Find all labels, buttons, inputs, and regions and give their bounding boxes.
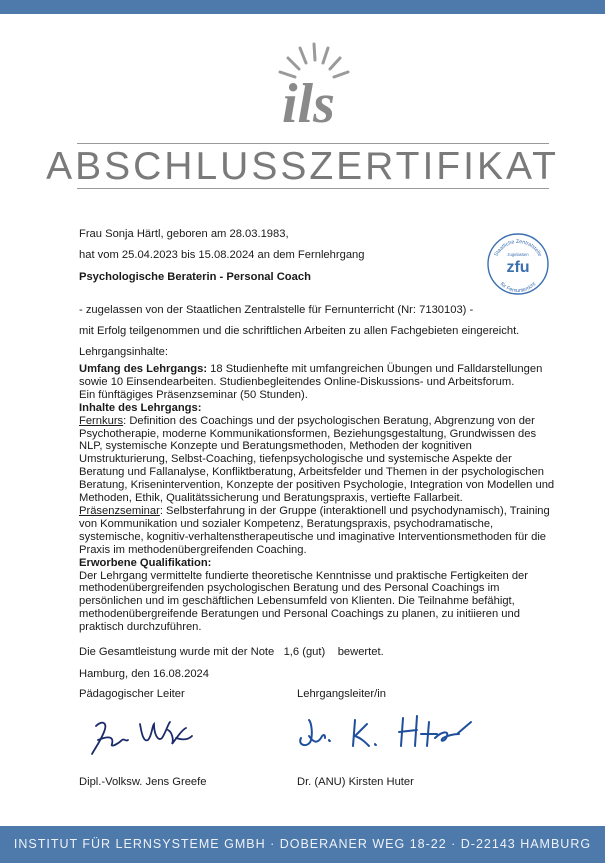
scope-paragraph: [79, 363, 559, 402]
left-signature: [88, 710, 198, 760]
svg-text:für Fernunterricht: [499, 281, 538, 294]
right-signature: [295, 712, 485, 754]
seal-bottom-text: für Fernunterricht: [498, 281, 538, 295]
right-signatory-role: Lehrgangsleiter/in: [297, 688, 386, 700]
seal-logo-text: zfu: [506, 259, 530, 276]
grade-value: 1,6 (gut): [283, 646, 326, 658]
place-date: Hamburg, den 16.08.2024: [79, 668, 209, 680]
ils-logo: [270, 40, 390, 130]
success-line: mit Erfolg teilgenommen und die schriftlichen Arbeiten zu allen Fachgebieten eingereicht.: [79, 325, 520, 337]
fernkurs-paragraph: [79, 415, 559, 505]
right-signatory-name: Dr. (ANU) Kirsten Huter: [297, 776, 414, 788]
left-signatory-name: Dipl.-Volksw. Jens Greefe: [79, 776, 207, 788]
title-bottom-rule: [77, 188, 549, 189]
contents-heading: Inhalte des Lehrgangs:: [79, 401, 202, 414]
qualification-text: Der Lehrgang vermittelte fundierte theoretische Kenntnisse und praktische Fertigkeiten der methodenübergreifenden psychologischen Beratung und des Personal Coachings im persönlichen und im geschäftlichen Lebensumfeld von Klienten. Die Teilnahme befähigt, methodenübergreifende Beratungen und Personal Coachings zu planen, zu initiieren und praktisch durchzuführen.: [79, 569, 528, 634]
left-signatory-role: Pädagogischer Leiter: [79, 688, 185, 700]
seminar-label: Präsenzseminar: [79, 504, 160, 517]
seminar-paragraph: [79, 505, 559, 557]
course-period-line: hat vom 25.04.2023 bis 15.08.2024 an dem Fernlehrgang: [79, 249, 365, 261]
scope-text-2: sowie 10 Einsendearbeiten. Studienbegleitendes Online-Diskussions- und Arbeitsforum.: [79, 375, 515, 388]
ils-logo-text: ils: [282, 73, 335, 130]
fernkurs-text: : Definition des Coachings und der psychologischen Beratung, Abgrenzung von der Psychotherapie, moderne Kommunikationsformen, Beziehungsgestaltung, Grundwissen des NLP, systemische Konzepte und Beratungsmethoden, Methoden der kognitiven Umstrukturierung, Selbst-Coaching, tiefenpsychologische und systemische Aspekte der Beratung und Fallanalyse, Konfliktberatung, Arbeitsfelder und Themen in der psychologischen Beratung, Krisenintervention, Konzepte der positiven Psychologie, Integration von Modellen und Methoden, Ethik, Qualitätssicherung und Beratungspraxis, vertiefte Fallarbeit.: [79, 414, 555, 505]
grade-prefix: Die Gesamtleistung wurde mit der Note: [79, 646, 275, 658]
seal-mid-text: zugelassen: [507, 252, 529, 257]
grade-line: [79, 646, 384, 658]
grade-suffix: bewertet.: [337, 646, 384, 658]
top-color-band: [0, 0, 605, 14]
scope-text-1: 18 Studienhefte mit umfangreichen Übungen und Falldarstellungen: [207, 363, 543, 375]
course-details: [79, 363, 559, 634]
title-top-rule: [77, 143, 549, 144]
seal-top-text: Staatliche Zentralstelle: [493, 238, 543, 258]
recipient-line: Frau Sonja Härtl, geboren am 28.03.1983,: [79, 228, 289, 240]
footer-address: INSTITUT FÜR LERNSYSTEME GMBH · DOBERANER WEG 18-22 · D-22143 HAMBURG: [0, 826, 605, 863]
course-name: Psychologische Beraterin - Personal Coach: [79, 271, 311, 283]
seminar-text: : Selbsterfahrung in der Gruppe (interaktionell und psychodynamisch), Training von Kommunikation und sozialer Kompetenz, Beratungspraxis, psychodramatische, systemische, kognitiv-verhaltenstherapeutische und imaginative Interventionsmethoden für die Praxis im methodenübergreifenden Coaching.: [79, 504, 550, 556]
scope-text-3: Ein fünftägiges Präsenzseminar (50 Stunden).: [79, 388, 308, 401]
qualification-heading: Erworbene Qualifikation:: [79, 556, 212, 569]
certificate-title: ABSCHLUSSZERTIFIKAT: [46, 145, 559, 188]
approval-line: - zugelassen von der Staatlichen Zentralstelle für Fernunterricht (Nr: 7130103) -: [79, 304, 474, 316]
zfu-seal: [486, 232, 550, 296]
scope-heading: Umfang des Lehrgangs:: [79, 363, 208, 375]
contents-label: Lehrgangsinhalte:: [79, 346, 168, 358]
fernkurs-label: Fernkurs: [79, 414, 124, 427]
